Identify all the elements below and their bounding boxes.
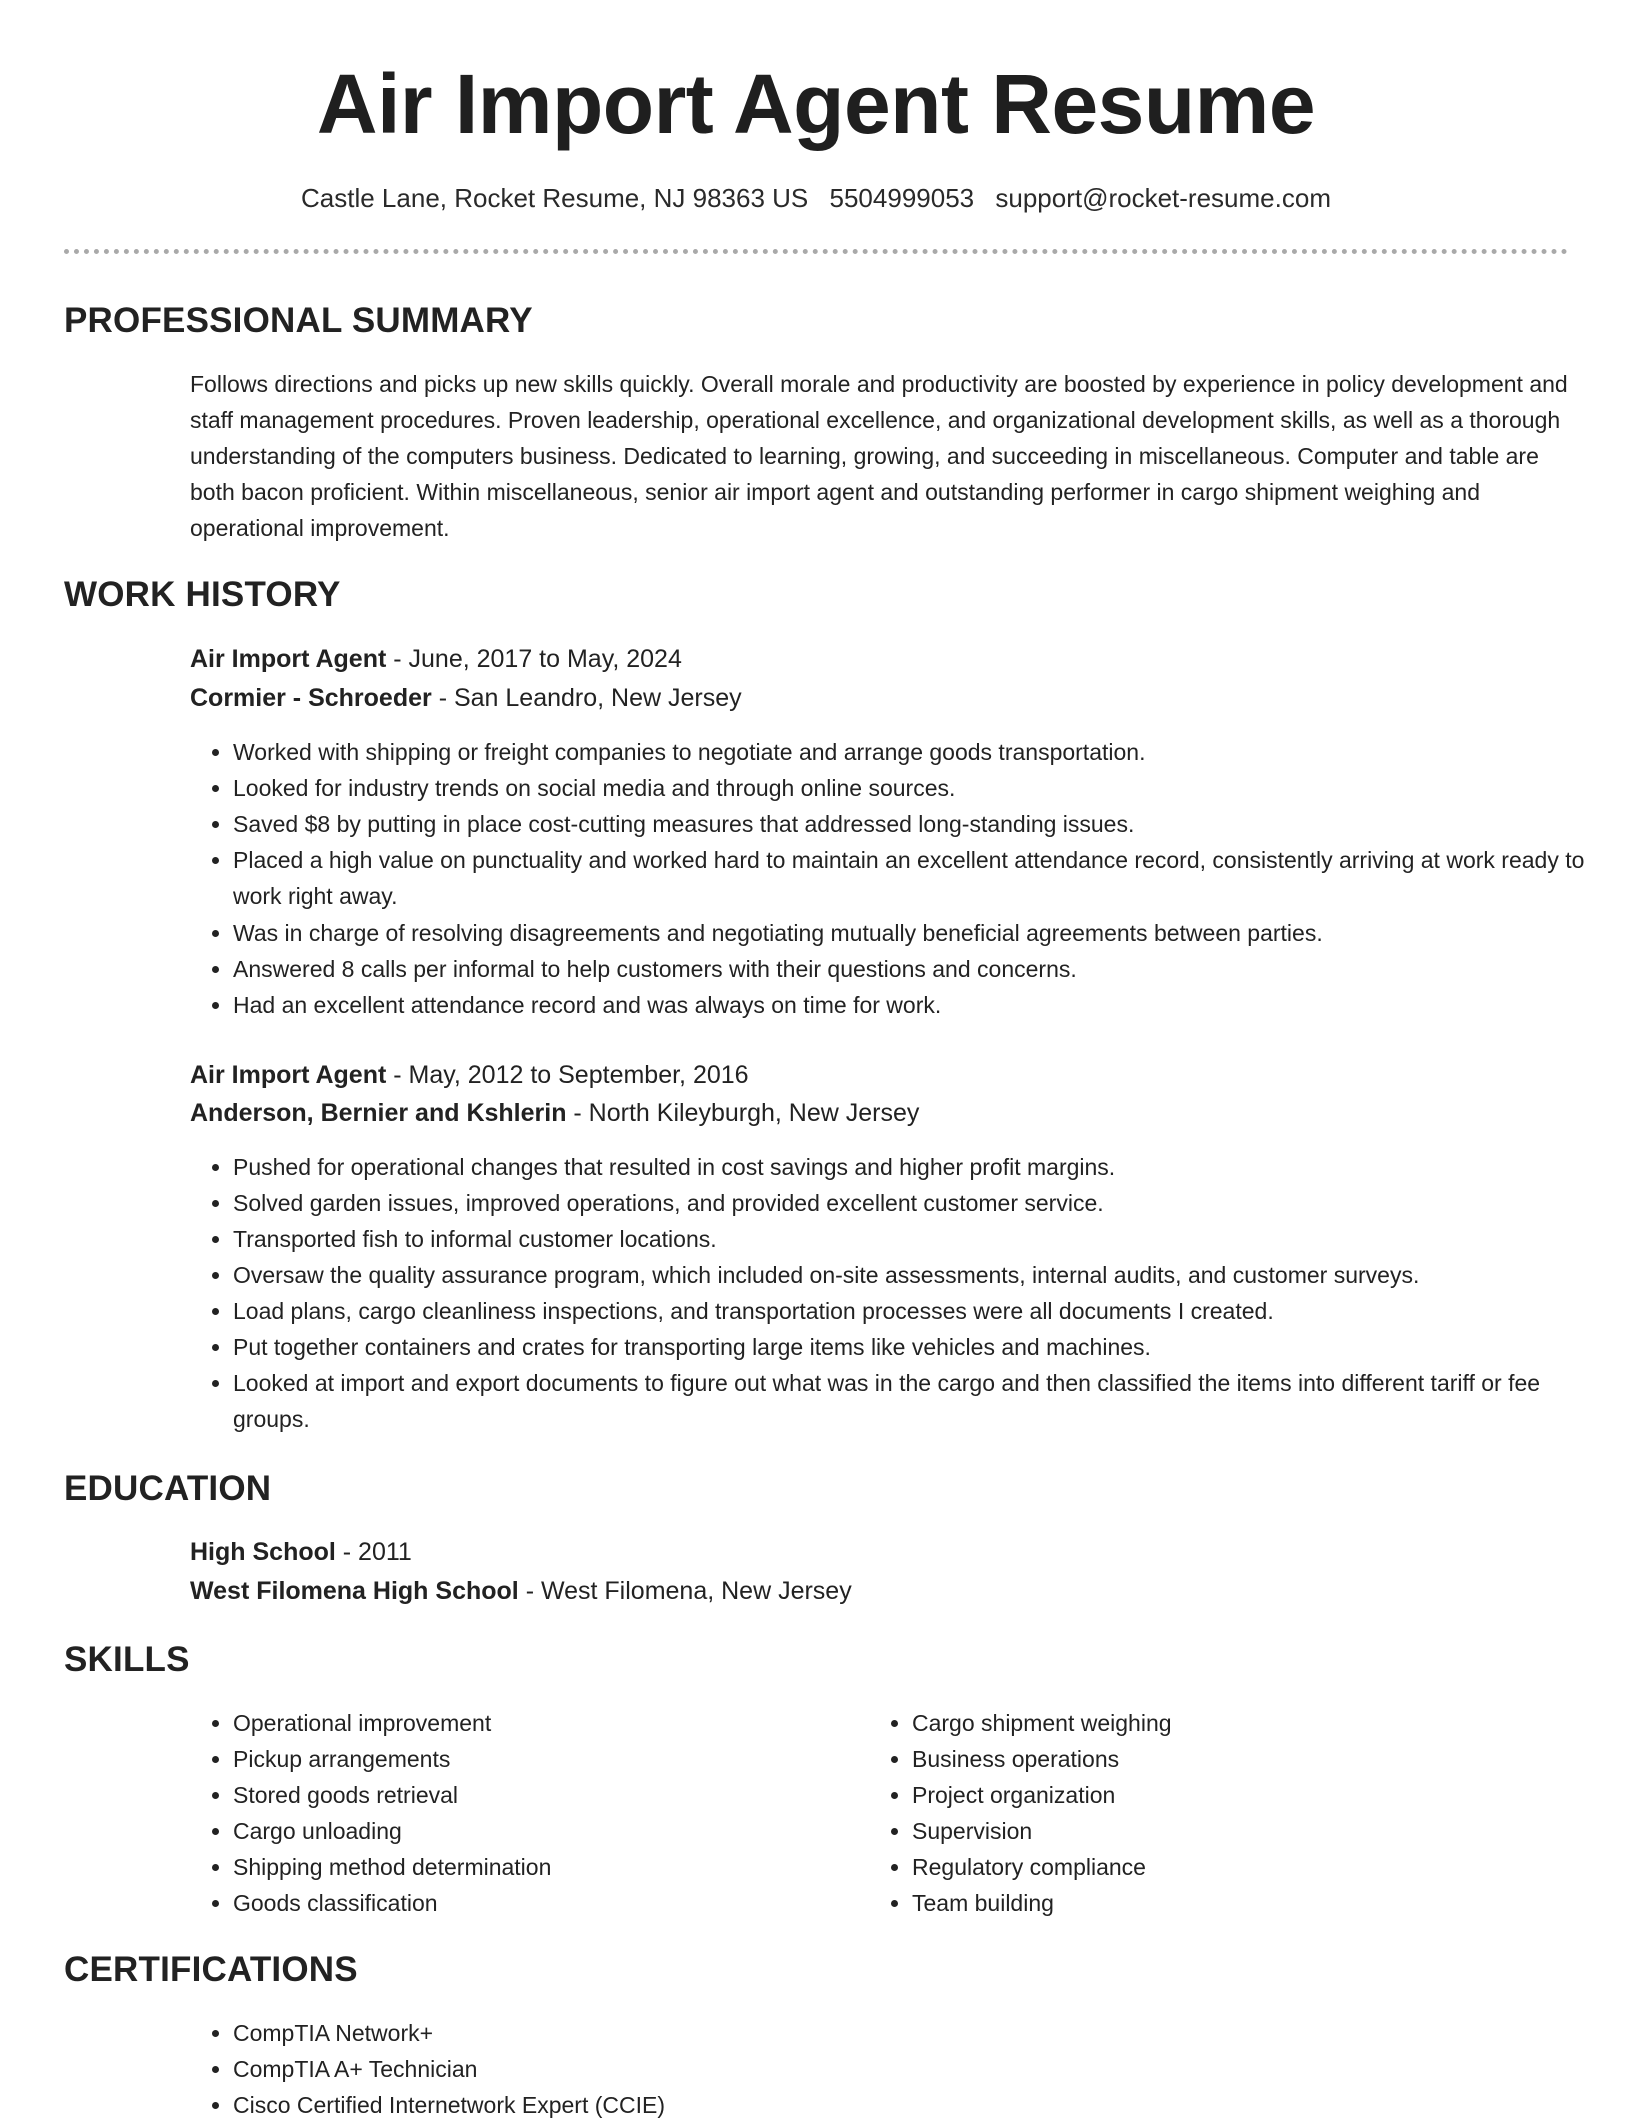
skills-list-right <box>869 1705 1572 1921</box>
work-history-heading: WORK HISTORY <box>64 575 341 614</box>
education-school-line <box>190 1573 852 1609</box>
list-item: • CompTIA A+ Technician <box>233 2051 1613 2087</box>
job-2-title-line <box>190 1057 749 1093</box>
education-school: West Filomena High School <box>190 1577 519 1605</box>
job-2-bullets <box>190 1149 1613 1437</box>
education-degree-line <box>190 1534 412 1570</box>
job-1-company: Cormier - Schroeder <box>190 684 432 712</box>
job-1-location: - San Leandro, New Jersey <box>431 684 742 712</box>
list-item: • Cargo shipment weighing <box>912 1705 1572 1741</box>
certifications-list <box>190 2015 1613 2123</box>
summary-heading: PROFESSIONAL SUMMARY <box>64 301 533 340</box>
contact-address: Castle Lane, Rocket Resume, NJ 98363 US <box>301 183 809 213</box>
list-item: • Pickup arrangements <box>233 1741 873 1777</box>
list-item: • Load plans, cargo cleanliness inspections, and transportation processes were all documents I created. <box>233 1293 1613 1329</box>
job-2-company-line <box>190 1095 919 1131</box>
resume-title: Air Import Agent Resume <box>316 57 1316 151</box>
education-degree: High School <box>190 1538 336 1566</box>
contact-line <box>0 180 1632 216</box>
list-item: • Had an excellent attendance record and was always on time for work. <box>233 987 1613 1023</box>
list-item: • Looked for industry trends on social media and through online sources. <box>233 770 1613 806</box>
job-1-bullets <box>190 734 1613 1023</box>
list-item: • Was in charge of resolving disagreements and negotiating mutually beneficial agreements between parties. <box>233 915 1613 951</box>
list-item: • Cargo unloading <box>233 1813 873 1849</box>
job-1-title-line <box>190 641 682 677</box>
list-item: • Business operations <box>912 1741 1572 1777</box>
list-item: • Cisco Certified Internetwork Expert (CCIE) <box>233 2087 1613 2123</box>
job-2-location: - North Kileyburgh, New Jersey <box>566 1099 920 1127</box>
list-item: • Supervision <box>912 1813 1572 1849</box>
education-heading: EDUCATION <box>64 1469 272 1508</box>
list-item: • Transported fish to informal customer locations. <box>233 1221 1613 1257</box>
list-item: • Looked at import and export documents to figure out what was in the cargo and then classified the items into different tariff or fee groups. <box>233 1365 1613 1437</box>
list-item: • Shipping method determination <box>233 1849 873 1885</box>
list-item: • Project organization <box>912 1777 1572 1813</box>
header-divider <box>64 249 1568 254</box>
list-item: • Goods classification <box>233 1885 873 1921</box>
list-item: • Put together containers and crates for transporting large items like vehicles and machines. <box>233 1329 1613 1365</box>
list-item: • Pushed for operational changes that resulted in cost savings and higher profit margins. <box>233 1149 1613 1185</box>
list-item: • Answered 8 calls per informal to help customers with their questions and concerns. <box>233 951 1613 987</box>
list-item: • Worked with shipping or freight companies to negotiate and arrange goods transportation. <box>233 734 1613 770</box>
list-item: • Placed a high value on punctuality and worked hard to maintain an excellent attendance record, consistently arriving at work ready to work right away. <box>233 842 1613 914</box>
education-location: - West Filomena, New Jersey <box>518 1577 852 1605</box>
job-2-dates: - May, 2012 to September, 2016 <box>386 1061 749 1089</box>
skills-list-left <box>190 1705 873 1921</box>
summary-text: Follows directions and picks up new skills quickly. Overall morale and productivity are boosted by experience in policy development and staff management procedures. Proven leadership, operational excellence, and organizational development skills, as well as a thorough understanding of the computers business. Dedicated to learning, growing, and succeeding in miscellaneous. Computer and table are both bacon proficient. Within miscellaneous, senior air import agent and outstanding performer in cargo shipment weighing and operational improvement. <box>190 371 1568 541</box>
list-item: • CompTIA Network+ <box>233 2015 1613 2051</box>
list-item: • Solved garden issues, improved operations, and provided excellent customer service. <box>233 1185 1613 1221</box>
list-item: • Regulatory compliance <box>912 1849 1572 1885</box>
list-item: • Stored goods retrieval <box>233 1777 873 1813</box>
contact-email: support@rocket-resume.com <box>995 183 1331 213</box>
job-2-title: Air Import Agent <box>190 1061 387 1089</box>
skills-heading: SKILLS <box>64 1640 190 1679</box>
list-item: • Operational improvement <box>233 1705 873 1741</box>
job-1-company-line <box>190 680 742 716</box>
education-year: - 2011 <box>335 1538 412 1566</box>
list-item: • Oversaw the quality assurance program, which included on-site assessments, internal audits, and customer surveys. <box>233 1257 1613 1293</box>
job-1-dates: - June, 2017 to May, 2024 <box>386 645 682 673</box>
job-2-company: Anderson, Bernier and Kshlerin <box>190 1099 567 1127</box>
certifications-heading: CERTIFICATIONS <box>64 1950 358 1989</box>
list-item: • Team building <box>912 1885 1572 1921</box>
job-1-title: Air Import Agent <box>190 645 387 673</box>
contact-phone: 5504999053 <box>829 183 975 213</box>
list-item: • Saved $8 by putting in place cost-cutting measures that addressed long-standing issues. <box>233 806 1613 842</box>
